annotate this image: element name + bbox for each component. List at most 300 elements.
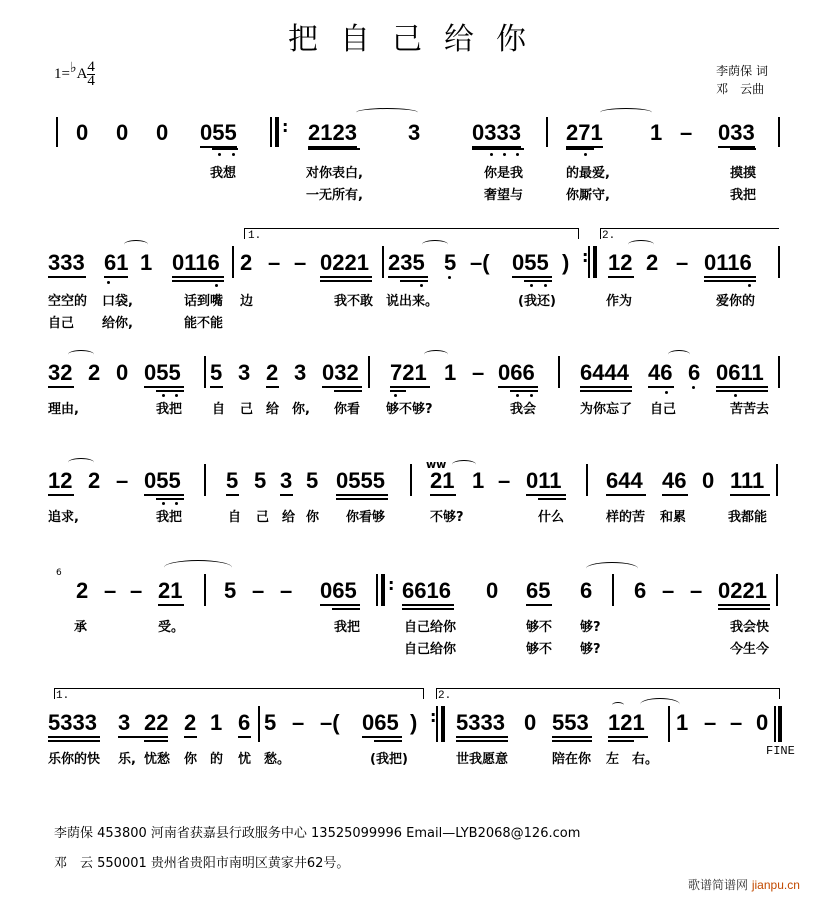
underline (566, 148, 594, 150)
lyricist: 李荫保 词 (716, 64, 768, 78)
slur (628, 240, 654, 249)
barline (204, 356, 206, 388)
note: 3 (280, 468, 293, 493)
lyric: 自己给你 (404, 620, 457, 635)
note-group: 6616 (402, 578, 451, 603)
underline (402, 608, 454, 610)
note: 2 (76, 578, 89, 603)
note-group: 5333 (456, 710, 505, 735)
note: 0 (702, 468, 715, 493)
lyric: 己 (256, 510, 270, 525)
note: 0 (156, 120, 169, 145)
note-group: 055 (200, 120, 237, 148)
lyric: 追求, (48, 510, 79, 525)
low-dot (490, 153, 493, 156)
lyric: 自己给你 (404, 642, 457, 657)
low-dot (394, 394, 397, 397)
underline (472, 148, 524, 150)
low-dot (544, 284, 547, 287)
contact-lyricist: 李荫保 453800 河南省获嘉县行政服务中心 13525099996 Email—LYB2068@126.com (54, 826, 581, 841)
note-group: 066 (498, 360, 535, 385)
low-dot (692, 386, 695, 389)
lyric: (我把) (370, 752, 408, 767)
lyric: 你厮守, (566, 188, 610, 203)
underline (156, 390, 184, 392)
volta-bracket-1 (54, 688, 424, 699)
note: 1 (444, 360, 457, 385)
underline (336, 498, 388, 500)
note-group: 553 (552, 710, 589, 735)
dash: – (704, 710, 717, 735)
note-group: 271 (566, 120, 603, 148)
dash: – (252, 578, 265, 603)
low-dot (748, 284, 751, 287)
dash: – (472, 360, 485, 385)
note: 5 (444, 250, 457, 275)
underline (526, 604, 552, 606)
lyric: 陪在你 (552, 752, 592, 767)
slur (612, 702, 624, 708)
underline (606, 494, 646, 496)
lyric: 话到嘴 (184, 294, 224, 309)
low-dot (420, 284, 423, 287)
lyric: 说出来。 (386, 294, 439, 309)
lyric: 承 (74, 620, 88, 635)
note: 6 (238, 710, 251, 735)
underline (334, 390, 362, 392)
underline (48, 740, 100, 742)
note: 5 (224, 578, 237, 603)
underline (210, 386, 223, 388)
low-dot (448, 276, 451, 279)
underline (538, 498, 566, 500)
underline (524, 280, 552, 282)
key-signature (54, 60, 95, 88)
barline (382, 246, 384, 278)
lyric: 为你忘了 (580, 402, 633, 417)
watermark (688, 876, 800, 893)
note: 6 (688, 360, 701, 385)
lyric: 和累 (660, 510, 687, 525)
note: 3 (118, 710, 131, 735)
dash: – (294, 250, 307, 275)
lyric: 够? (580, 642, 601, 657)
note: 0 (76, 120, 89, 145)
repeat-dots: : (582, 247, 589, 266)
note-group: 0333 (472, 120, 521, 148)
slur (422, 240, 448, 249)
note-group: 055 (144, 360, 181, 385)
underline (308, 148, 360, 150)
dash: – (690, 578, 703, 603)
underline (402, 604, 454, 606)
underline (716, 386, 768, 388)
note-group: 22 (144, 710, 169, 735)
lyric: 我会 (510, 402, 537, 417)
underline (332, 608, 360, 610)
note: 2 (266, 360, 279, 385)
lyric: 你看 (334, 402, 361, 417)
lyric: 右。 (632, 752, 659, 767)
barline (546, 117, 548, 147)
lyric: 奢望与 (484, 188, 524, 203)
note: 6 (634, 578, 647, 603)
lyric: 自 (228, 510, 242, 525)
dash: – (662, 578, 675, 603)
note-group: 121 (608, 710, 645, 735)
note-group: 055 (144, 468, 181, 493)
underline (118, 736, 168, 738)
underline (156, 498, 184, 500)
underline (320, 280, 372, 282)
dash-paren: –( (470, 250, 490, 275)
lyric: 作为 (606, 294, 633, 309)
note-group: 0221 (718, 578, 767, 603)
underline (390, 386, 430, 388)
dash: – (730, 710, 743, 735)
lyric: 愁。 (264, 752, 291, 767)
slur (124, 240, 148, 249)
underline (730, 494, 770, 496)
lyric: 理由, (48, 402, 79, 417)
lyric: 能不能 (184, 316, 224, 331)
slur (668, 350, 690, 359)
lyric: 苦苦去 (730, 402, 770, 417)
dash: – (292, 710, 305, 735)
lyric: 你, (292, 402, 310, 417)
barline (232, 246, 234, 278)
underline (390, 390, 406, 392)
paren: ) (562, 250, 570, 275)
underline (580, 386, 632, 388)
note-group: 0116 (172, 250, 220, 275)
underline (158, 604, 184, 606)
lyric: 忧愁 (144, 752, 171, 767)
repeat-start-barline (376, 574, 385, 606)
lyric: 你 (184, 752, 198, 767)
watermark-url: jianpu.cn (751, 878, 800, 892)
lyric: 今生今 (730, 642, 770, 657)
underline (144, 386, 184, 388)
note-group: 235 (388, 250, 425, 275)
underline (172, 276, 224, 278)
barline (368, 356, 370, 388)
note: 5 (210, 360, 223, 385)
lyric: 左 (606, 752, 620, 767)
low-dot (215, 284, 218, 287)
underline (400, 280, 428, 282)
barline (410, 464, 412, 496)
underline (608, 736, 648, 738)
lyric: 爱你的 (716, 294, 756, 309)
lyric: 我不敢 (334, 294, 374, 309)
underline (704, 276, 756, 278)
underline (172, 280, 224, 282)
lyric: 受。 (158, 620, 185, 635)
key-label: 1= (54, 66, 70, 82)
low-dot (175, 394, 178, 397)
barline (586, 464, 588, 496)
dash: – (676, 250, 689, 275)
lyric: 边 (240, 294, 254, 309)
barline (558, 356, 560, 388)
barline (776, 574, 778, 606)
underline (266, 386, 279, 388)
underline (510, 390, 538, 392)
note: 0 (116, 360, 129, 385)
lyric: 我把 (156, 402, 183, 417)
note-group: 12 (608, 250, 633, 275)
underline (552, 736, 592, 738)
note: 0 (486, 578, 499, 603)
note-group: 46 (662, 468, 687, 493)
low-dot (503, 153, 506, 156)
note: 0 (116, 120, 129, 145)
underline (226, 494, 239, 496)
underline (212, 148, 238, 150)
repeat-start-barline (270, 117, 279, 147)
lyric: 的 (210, 752, 224, 767)
lyric: 够不 (526, 642, 553, 657)
lyric: 自 (212, 402, 226, 417)
lyric: 够不够? (386, 402, 433, 417)
note: 2 (646, 250, 659, 275)
flat-icon: ♭ (69, 61, 77, 76)
lyric: 给 (282, 510, 296, 525)
note-group: 055 (512, 250, 549, 275)
lyric: 我会快 (730, 620, 770, 635)
volta-number: 2. (438, 690, 452, 702)
volta-number: 1. (248, 230, 262, 242)
note: 3 (294, 360, 307, 385)
volta-number: 2. (602, 230, 616, 242)
low-dot (530, 394, 533, 397)
slur (68, 458, 94, 467)
barline (778, 356, 780, 388)
note: 0 (524, 710, 537, 735)
lyric: 样的苦 (606, 510, 646, 525)
lyric: 你是我 (484, 166, 524, 181)
lyric: 乐, (118, 752, 136, 767)
underline (512, 276, 552, 278)
lyric: 一无所有, (306, 188, 363, 203)
note-group: 21 (158, 578, 183, 603)
note: 1 (650, 120, 663, 145)
lyric: 够? (580, 620, 601, 635)
underline (144, 494, 184, 496)
note: 3 (238, 360, 251, 385)
lyric: 自己 (650, 402, 677, 417)
underline (48, 276, 86, 278)
repeat-dots: : (430, 707, 437, 726)
underline (336, 494, 388, 496)
lyric: 摸摸 (730, 166, 757, 181)
note: 2 (88, 468, 101, 493)
underline (608, 740, 634, 742)
underline (388, 276, 428, 278)
lyric: 我想 (210, 166, 237, 181)
slur (424, 350, 448, 359)
note: 5 (306, 468, 319, 493)
low-dot (218, 153, 221, 156)
underline (280, 494, 293, 496)
note-group: 032 (322, 360, 359, 385)
dash: – (268, 250, 281, 275)
note: 1 (472, 468, 485, 493)
barline (668, 706, 670, 742)
dash: – (104, 578, 117, 603)
note-group: 46 (648, 360, 673, 385)
lyric: 对你表白, (306, 166, 363, 181)
note: 5 (226, 468, 239, 493)
note: 2 (88, 360, 101, 385)
note: 5 (264, 710, 277, 735)
lyric: 世我愿意 (456, 752, 509, 767)
underline (456, 740, 508, 742)
lyric: 我把 (334, 620, 361, 635)
underline (526, 494, 566, 496)
low-dot (107, 281, 110, 284)
lyric: 忧 (238, 752, 252, 767)
slur (640, 698, 680, 711)
underline (48, 736, 100, 738)
barline (204, 464, 206, 496)
low-dot (516, 153, 519, 156)
barline (778, 117, 780, 147)
note-group: 5333 (48, 710, 97, 735)
note-group: 0116 (704, 250, 752, 275)
lyric: 够不 (526, 620, 553, 635)
note-group: 033 (718, 120, 755, 148)
underline (322, 386, 362, 388)
repeat-end-barline (436, 706, 445, 742)
lyric: 空空的 (48, 294, 88, 309)
barline (258, 706, 260, 742)
note-group: 21 (430, 468, 455, 493)
low-dot (162, 394, 165, 397)
note-group: 111 (730, 468, 765, 493)
note-group: 12 (48, 468, 73, 493)
note: 1 (676, 710, 689, 735)
slur (356, 108, 418, 117)
key-note: A (76, 66, 88, 82)
underline (48, 494, 74, 496)
note: 5 (254, 468, 267, 493)
note-group: 644 (606, 468, 643, 493)
low-dot (516, 394, 519, 397)
underline (608, 276, 634, 278)
underline (104, 276, 128, 278)
note-group: 0221 (320, 250, 369, 275)
note-group: 333 (48, 250, 85, 275)
note-group: 065 (362, 710, 399, 735)
underline (552, 740, 592, 742)
note: 6 (580, 578, 593, 603)
low-dot (530, 284, 533, 287)
low-dot (734, 394, 737, 397)
underline (730, 148, 756, 150)
note-group: 0555 (336, 468, 385, 493)
dash: – (498, 468, 511, 493)
lyric: 己 (240, 402, 254, 417)
underline (718, 608, 770, 610)
note-group: 32 (48, 360, 73, 385)
note: 1 (210, 710, 223, 735)
note-group: 0611 (716, 360, 764, 385)
slur (600, 108, 652, 117)
repeat-dots: : (282, 117, 289, 136)
watermark-text: 歌谱简谱网 (688, 878, 749, 892)
dash: – (116, 468, 129, 493)
underline (580, 390, 632, 392)
lyric: 乐你的快 (48, 752, 101, 767)
dash: – (130, 578, 143, 603)
lyric: (我还) (518, 294, 556, 309)
contact-composer: 邓 云 550001 贵州省贵阳市南明区黄家井62号。 (54, 856, 350, 871)
repeat-dots: : (388, 575, 395, 594)
underline (48, 386, 74, 388)
underline (662, 494, 688, 496)
underline (374, 740, 402, 742)
underline (238, 736, 251, 738)
grace-note: 6 (56, 568, 62, 578)
note-group: 61 (104, 250, 129, 275)
final-barline (774, 706, 782, 742)
fine-mark: FINE (766, 744, 795, 758)
time-signature: $\frac{4}{4}$ (87, 59, 95, 90)
note-group: 721 (390, 360, 427, 385)
barline (776, 464, 778, 496)
lyric: 给 (266, 402, 280, 417)
low-dot (665, 391, 668, 394)
underline (718, 604, 770, 606)
low-dot (162, 502, 165, 505)
lyric: 什么 (538, 510, 565, 525)
paren: ) (410, 710, 418, 735)
note-group: 2123 (308, 120, 357, 148)
lyric: 我把 (730, 188, 757, 203)
lyric: 自己 (48, 316, 75, 331)
lyric: 不够? (430, 510, 464, 525)
lyric: 我把 (156, 510, 183, 525)
volta-number: 1. (56, 690, 70, 702)
dash: – (680, 120, 693, 145)
note: 0 (756, 710, 769, 735)
low-dot (232, 153, 235, 156)
note-group: 065 (320, 578, 357, 603)
volta-bracket-2 (600, 228, 779, 239)
note: 1 (140, 250, 153, 275)
barline (204, 574, 206, 606)
note: 3 (408, 120, 421, 145)
mordent-icon: ww (426, 458, 447, 471)
lyric: 你 (306, 510, 320, 525)
underline (498, 386, 538, 388)
underline (716, 390, 768, 392)
underline (320, 604, 360, 606)
underline (648, 386, 674, 388)
underline (704, 280, 756, 282)
composer: 邓 云曲 (716, 82, 765, 96)
low-dot (175, 502, 178, 505)
note-group: 65 (526, 578, 551, 603)
slur (164, 560, 232, 575)
lyric: 口袋, (102, 294, 133, 309)
lyric: 给你, (102, 316, 133, 331)
repeat-end-barline (588, 246, 597, 278)
low-dot (584, 153, 587, 156)
note-group: 6444 (580, 360, 629, 385)
